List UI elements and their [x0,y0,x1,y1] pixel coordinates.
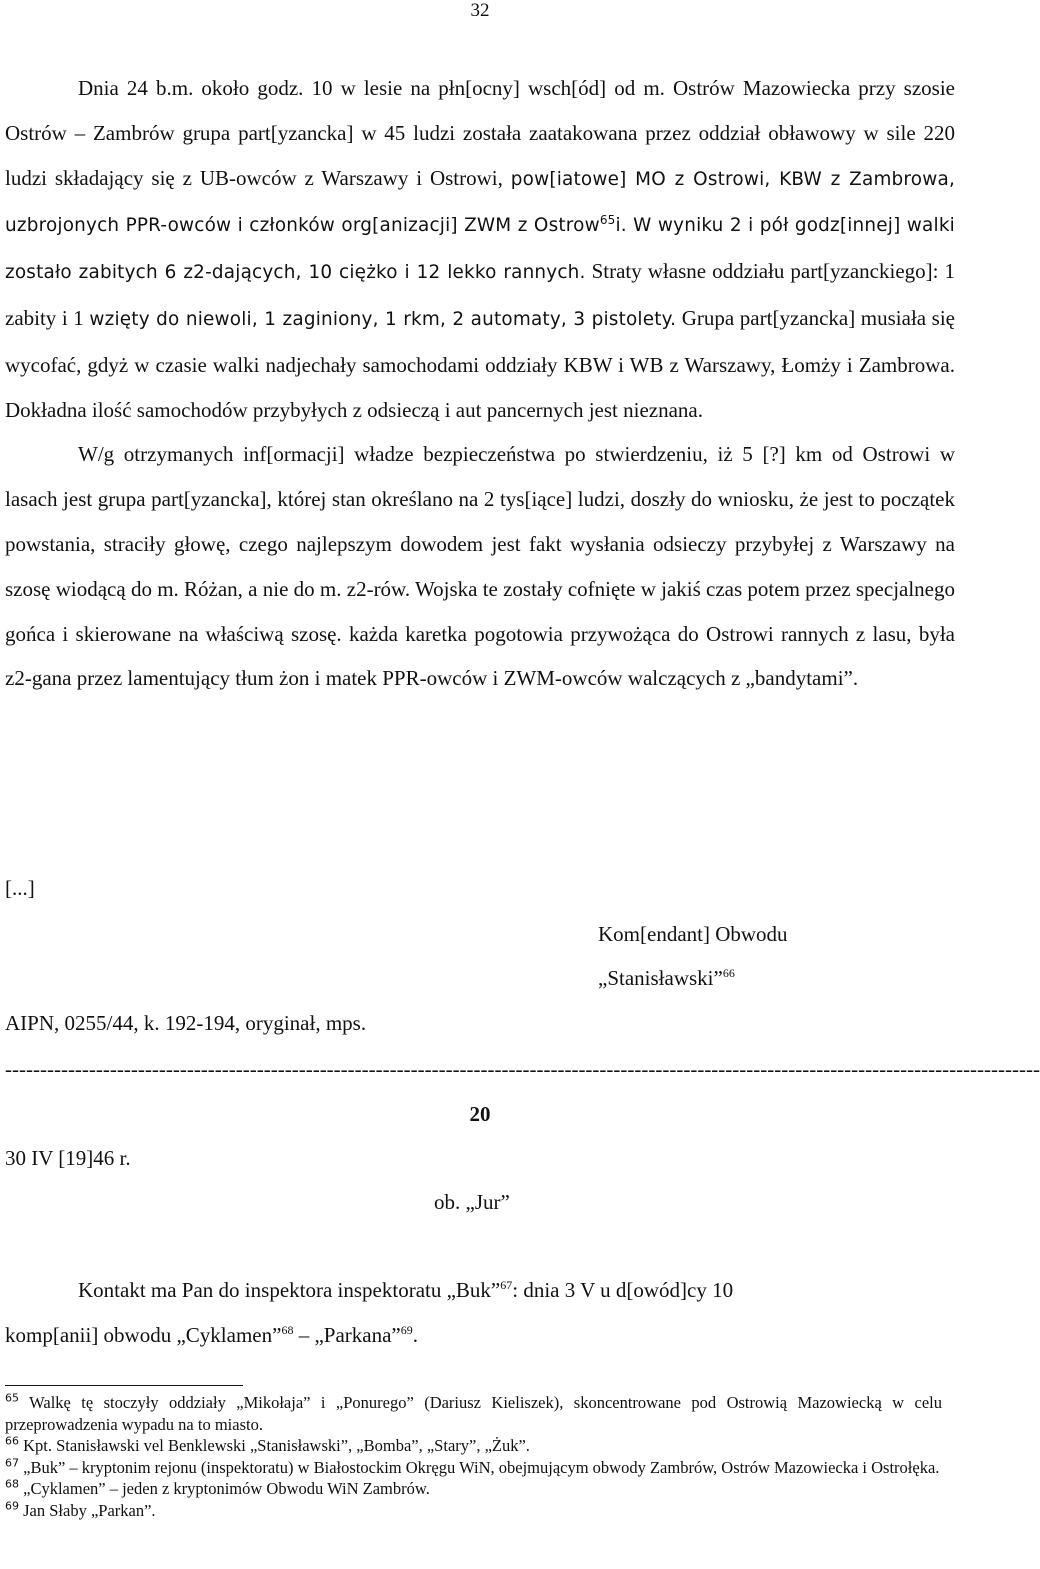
footnote-text: „Buk” – kryptonim rejonu (inspektoratu) w Białostockim Okręgu WiN, obejmującym obwody Zambrów, Ostrów Mazowiecka i Ostrołęka. [23,1457,940,1477]
footnote-text: Walkę tę stoczyły oddziały „Mikołaja” i „Ponurego” (Dariusz Kieliszek), skoncentrowane pod Ostrowią Mazowiecką w celu przeprowadzenia wypadu na to miasto. [5,1393,942,1434]
footnote-ref-66: 66 [722,966,735,980]
footnote-69 [5,1500,942,1522]
signature-name-text: „Stanisławski” [598,966,723,990]
footnotes [5,1392,942,1522]
message-part-e: . [412,1322,418,1347]
footnote-number: 67 [5,1456,19,1470]
message-part-c: komp[anii] obwodu „Cyklamen” [5,1322,282,1347]
message-part-b: : dnia 3 V u d[owód]cy 10 [512,1278,734,1302]
page-number: 32 [470,0,490,21]
message-part-d: – „Parkana” [293,1322,401,1347]
footnote-number: 65 [5,1391,19,1405]
footnote-number: 68 [5,1477,19,1491]
footnote-ref-65: 65 [599,213,616,228]
message-part-a: Kontakt ma Pan do inspektora inspektoratu „Buk” [78,1278,501,1302]
document-message [5,1268,955,1358]
paragraph-1-part-2-text: pow[iatowe] MO z Ostrowi, KBW z Zambrowa, uzbrojonych PPR-owców i członków org[anizacji] ZWM z Ostrow [5,168,955,237]
signature-name [598,956,735,1000]
main-text [5,66,955,701]
footnote-number: 66 [5,1434,19,1448]
paragraph-1-part-4: Straty własne oddziału part[yzanckiego]: 1 zabity i 1 [5,259,955,330]
paragraph-battle-report [5,66,955,432]
document-date: 30 IV [19]46 r. [5,1146,131,1170]
footnote-68 [5,1478,942,1500]
footnote-66 [5,1435,942,1457]
paragraph-security-reaction: W/g otrzymanych inf[ormacji] władze bezpieczeństwa po stwierdzeniu, iż 5 [?] km od Ostrowi w lasach jest grupa part[yzancka], której stan określano na 2 tys[iące] ludzi, doszły do wniosku, że jest to początek powstania, straciły głowę, czego najlepszym dowodem jest fakt wysłania odsieczy przybyłej z Warszawy na szosę wiodącą do m. Różan, a nie do m. z2-rów. Wojska te zostały cofnięte w jakiś czas potem przez specjalnego gońca i skierowane na właściwą szosę. każda karetka pogotowia przywożąca do Ostrowi rannych z lasu, była z2-gana przez lamentujący tłum żon i matek PPR-owców i ZWM-owców walczących z „bandytami”. [5,442,955,691]
footnote-rule [5,1385,243,1386]
paragraph-1-part-3: i. W wyniku 2 i pół godz[innej] walki zostało zabitych 6 z2-dających, 10 ciężko i 12 lekko rannych. [5,215,955,284]
footnote-text: „Cyklamen” – jeden z kryptonimów Obwodu WiN Zambrów. [23,1479,430,1499]
footnote-ref-68: 68 [281,1322,294,1337]
paragraph-1-part-1: Dnia 24 b.m. około godz. 10 w lesie na płn[ocny] wsch[ód] od m. Ostrów Mazowiecka przy szosie Ostrów – Zambrów grupa part[yzancka] w 45 ludzi została zaatakowana przez oddział obławowy w sile 220 ludzi składający się z UB-owców z Warszawy i Ostrowi, [5,76,955,190]
footnote-ref-69: 69 [400,1322,413,1337]
signature-title: Kom[endant] Obwodu [598,922,788,946]
paragraph-1-part-5: wzięty do niewoli, 1 zaginiony, 1 rkm, 2 automaty, 3 pistolety. [89,308,677,330]
footnote-number: 69 [5,1499,19,1513]
footnote-text: Jan Słaby „Parkan”. [23,1500,156,1520]
document-separator: ---------------------------------------------------------------------------------------------------------------------------------------------------- [5,1057,1040,1081]
footnote-65 [5,1392,942,1435]
paragraph-1-part-6: Grupa part[yzancka] musiała się wycofać, gdyż w czasie walki nadjechały samochodami oddziały KBW i WB z Warszawy, Łomży i Zambrowa. Dokładna ilość samochodów przybyłych z odsieczą i aut pancernych jest nieznana. [5,305,956,422]
footnote-ref-67: 67 [500,1278,513,1292]
omission-mark: [...] [5,876,35,900]
document-recipient: ob. „Jur” [434,1190,510,1214]
archive-reference: AIPN, 0255/44, k. 192-194, oryginał, mps. [5,1011,367,1035]
footnote-67 [5,1457,942,1479]
footnote-text: Kpt. Stanisławski vel Benklewski „Stanisławski”, „Bomba”, „Stary”, „Żuk”. [23,1436,530,1456]
document-number: 20 [469,1102,491,1126]
